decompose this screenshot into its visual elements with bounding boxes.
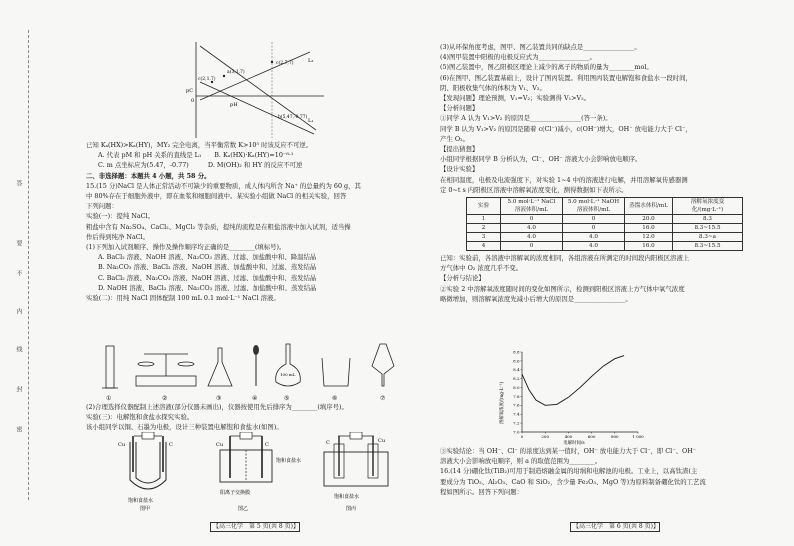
apparatus-label: ⑥ xyxy=(332,395,338,402)
table-cell: 16.0 xyxy=(625,242,673,251)
text-line: 【发现问题】理论预测，V₁=V₂；实验测得 V₁>V₂。 xyxy=(440,94,591,103)
chart-x-tick-label: 400 xyxy=(564,434,573,439)
gutter-label: 答 xyxy=(15,180,22,186)
page-footer-left: 【高三化学 第 5 页(共 8 页)】 xyxy=(210,522,300,532)
dissolved-oxygen-chart xyxy=(498,346,648,446)
table-cell: 4.0 xyxy=(501,224,563,233)
table-cell: 8.3 xyxy=(673,215,743,224)
text-line: 【分析问题】 xyxy=(440,104,479,113)
option-line: C. BaCl₂ 溶液、Na₂CO₃ 溶液、NaOH 溶液、过滤、加盐酸中和、蒸发结晶 xyxy=(98,273,317,282)
chart-series-line xyxy=(522,356,624,406)
table-cell: 4 xyxy=(467,242,501,251)
text-line: 实验(二)：用纯 NaCl 固体配制 100 mL 0.1 mol·L⁻¹ NaCl 溶液。 xyxy=(86,294,280,303)
chart-y-tick-label: 7.4 xyxy=(513,411,520,417)
text-line: 产生 O₂。 xyxy=(440,134,470,143)
text-line: 略微增加，则溶解氧浓度先减小后增大的原因是________________。 xyxy=(440,294,632,303)
option-line: A. 代表 pM 和 pH 关系的直线是 L₁ B. Kₐ(HX)·Kₐ(HY)=10⁻⁸·¹ xyxy=(98,151,294,160)
apparatus-label: ② xyxy=(162,395,168,402)
text-line: 已知：实验前，各溶液中溶解氧的浓度相同，各组溶液在所测定的时间段内阳极区溶液上 xyxy=(440,254,690,263)
table-cell: 20.0 xyxy=(625,215,673,224)
table-row xyxy=(467,224,743,233)
gutter-label: 线 xyxy=(15,346,22,352)
label-a: a(3,1.7) xyxy=(227,70,245,75)
table-cell: 0 xyxy=(563,215,625,224)
apparatus-row xyxy=(96,340,416,404)
cell-caption: 图丙 xyxy=(346,506,357,512)
text-line: 同学 B 认为 V₁>V₂ 的原因是随着 c(Cl⁻)减小，c(OH⁻)增大，OH⁻ 放电能力大于 Cl⁻， xyxy=(440,124,692,133)
table-header: 5.0 mol·L⁻¹ NaOH 溶液体积/mL xyxy=(563,198,625,215)
label-l1: L₁ xyxy=(308,118,314,124)
table-cell: 4.0 xyxy=(563,233,625,242)
text-line: 阴、阳极收集气体的体积为 V₁、V₂。 xyxy=(440,83,546,92)
option-line: C. m 点坐标应为(5.47，-0.77) D. M(OH)₂ 和 HY 的反应不可逆 xyxy=(98,161,303,170)
question-line: 16.(14 分)硼化钛(TiB₂)可用于制造熔融金属的坩埚和电解池的电极。工业上，以高钛渣(主 xyxy=(440,467,698,476)
chart-y-tick-label: 8.0 xyxy=(513,384,520,390)
text-line: 方气体中 O₂ 浓度几乎不变。 xyxy=(440,264,523,273)
section-heading: 二、非选择题：本题共 4 小题，共 58 分。 xyxy=(86,171,211,180)
text-line: 定 0~t s 内阳极区溶液中溶解氧浓度变化，测得数据如下表所示。 xyxy=(440,185,628,194)
axis-y-label: pC xyxy=(186,88,194,94)
table-cell: 8.3~a xyxy=(673,233,743,242)
text-line: 在相同温度，电极及电流强度下，对实验 1~4 中的溶液进行电解，并用溶解氧传感器测 xyxy=(440,175,688,184)
text-line: 【设计实验】 xyxy=(440,165,479,174)
conical-flask xyxy=(208,348,232,386)
table-cell: 8.3~15.5 xyxy=(673,242,743,251)
text-line: 【提出猜想】 xyxy=(440,145,479,154)
table-cell: 2 xyxy=(467,224,501,233)
text-line: 小组同学根据同学 B 分析认为，Cl⁻、OH⁻ 溶液大小会影响放电顺序。 xyxy=(440,155,642,164)
binding-gutter xyxy=(4,30,38,500)
table-cell: 8.3~15.5 xyxy=(673,224,743,233)
text-line: 溶液大小会影响放电顺序，则 a 的取值范围为________。 xyxy=(440,457,602,466)
cell-jia xyxy=(118,432,173,512)
chart-x-label: 电解时间/s xyxy=(563,441,585,446)
text-line: ②实验 2 中溶解氧浓度随时间的变化如图所示，检测到阳极区溶液上方气体中氧气浓度 xyxy=(440,284,685,293)
label-b: b(5,47,-0.77) xyxy=(278,115,308,120)
origin-label: 0 xyxy=(191,98,195,104)
flask-volume-label: 100 mL xyxy=(280,372,296,377)
line-l3 xyxy=(200,82,314,134)
cell-caption: 图乙 xyxy=(238,506,249,512)
chart-y-tick-label: 8.8 xyxy=(513,349,520,355)
table-row xyxy=(467,215,743,224)
apparatus-label: ① xyxy=(106,395,112,402)
table-row xyxy=(467,242,743,251)
table-cell: 1 xyxy=(467,215,501,224)
apparatus-label: ⑦ xyxy=(380,395,386,402)
question-line: (6)在图甲、图乙装置基础上，设计了图丙装置。利用图丙装置电解饱和食盐水一段时间， xyxy=(440,73,692,82)
electrode-label: C xyxy=(326,440,330,446)
text-line: 程如图所示。回答下列问题： xyxy=(440,487,524,496)
chart-x-tick-label: 0 xyxy=(520,434,524,439)
apparatus-label: ⑤ xyxy=(284,395,290,402)
volumetric-flask xyxy=(276,344,301,386)
option-line: D. NaOH 溶液、BaCl₂ 溶液、Na₂CO₃ 溶液、过滤、加盐酸中和、蒸发结晶 xyxy=(98,283,317,292)
electrode-label: Cu xyxy=(378,438,386,444)
cell-caption: 图甲 xyxy=(140,506,151,512)
point-c2 xyxy=(271,61,273,63)
cell-bing xyxy=(324,432,388,512)
chart-y-tick-label: 8.4 xyxy=(513,367,520,373)
balance xyxy=(136,376,196,386)
table-cell: 16.0 xyxy=(625,224,673,233)
gutter-label: 要 xyxy=(15,240,22,246)
text-line: 实验(三)：电解饱和食盐水探究实验。 xyxy=(86,413,194,422)
table-row xyxy=(467,233,743,242)
line-l2 xyxy=(200,52,310,100)
chart-x-tick-label: 200 xyxy=(541,434,550,439)
solution-label: 饱和食盐水 xyxy=(128,498,154,504)
text-line: ①同学 A 认为 V₁>V₂ 的原因是________________(答一条)。 xyxy=(440,114,612,123)
point-a xyxy=(223,75,225,77)
table-cell: 0 xyxy=(563,224,625,233)
text-line: 粗盐中含有 Na₂SO₄、CaCl₂、MgCl₂ 等杂质，提纯的流程是在粗盐溶液中加入试剂，适当操 xyxy=(86,222,351,231)
chart-y-tick-label: 7.0 xyxy=(513,429,520,435)
gutter-label: 不 xyxy=(15,270,22,276)
chart-x-tick-label: 600 xyxy=(587,434,596,439)
left-page-text xyxy=(86,140,416,303)
page-footer-right: 【高三化学 第 6 页(共 8 页)】 xyxy=(570,522,660,532)
text-line: 下列问题： xyxy=(86,202,118,211)
gutter-label: 内 xyxy=(15,308,22,314)
chart-y-tick-label: 7.8 xyxy=(513,393,520,399)
option-line: A. BaCl₂ 溶液、NaOH 溶液、Na₂CO₃ 溶液、过滤、加盐酸中和、降温结晶 xyxy=(98,253,317,262)
question-line: (3)从环保角度考虑，图甲、图乙装置共同的缺点是________________。 xyxy=(440,43,641,51)
option-line: B. Na₂CO₃ 溶液、BaCl₂ 溶液、NaOH 溶液、加盐酸中和、过滤、蒸发结晶 xyxy=(98,263,317,272)
table-cell: 4.0 xyxy=(563,242,625,251)
text-line: ③实验结论：当 OH⁻、Cl⁻ 的浓度达到某一值时，OH⁻ 放电能力大于 Cl⁻，即 Cl⁻、OH⁻ xyxy=(440,447,697,455)
question-line: (2)合理选择仪器配制上述溶液(部分仪器未画出)，仪器按使用先后排序为________(填序号)。 xyxy=(86,403,348,411)
question-line: 15.(15 分)NaCl 是人体正常活动不可缺少的重要物质，成人体内所含 Na⁺ 的总量约为 60 g，其 xyxy=(86,181,361,190)
text-line: 要成分为 TiO₂、Al₂O₃、CaO 和 SiO₂，含少量 Fe₂O₃、MgO 等)为原料制备硼化钛的工艺流 xyxy=(440,477,706,486)
chart-y-tick-label: 7.2 xyxy=(513,420,520,426)
beaker xyxy=(322,358,350,386)
table-header: 实验 xyxy=(467,198,501,215)
label-c1: c(2,1.7) xyxy=(198,77,216,82)
text-line: 【分析与结论】 xyxy=(440,274,485,283)
seal-line xyxy=(28,30,29,500)
solution-label: 饱和食盐水 xyxy=(334,494,360,500)
chart-y-tick-label: 7.6 xyxy=(513,402,520,408)
table-header: 5.0 mol·L⁻¹ NaCl 溶液体积/mL xyxy=(501,198,563,215)
right-page-text xyxy=(440,42,772,304)
label-c2: c(2.7,7) xyxy=(276,61,294,66)
text-line: (1)下列加入试剂顺序、操作及操作顺序均正确的是________(填标号)。 xyxy=(86,243,286,252)
chart-x-tick-label: 1 000 xyxy=(632,434,644,439)
left-page-text-2 xyxy=(86,402,416,433)
label-l2: L₂ xyxy=(308,58,314,64)
question-line: (5)图乙装置中，图乙阳极区理论上减少的离子的物质的量为________mol。 xyxy=(440,63,653,72)
chart-x-tick-label: 800 xyxy=(610,434,619,439)
separatory-funnel xyxy=(372,344,394,386)
text-line: 该小组同学以铜、石墨为电极，设计三种装置电解饱和食盐水(如图)。 xyxy=(86,423,283,432)
gutter-label: 封 xyxy=(15,386,22,392)
electrode-label: Cu xyxy=(216,442,224,448)
cell-yi xyxy=(216,432,301,512)
table-cell: 12.0 xyxy=(625,233,673,242)
chart-y-tick-label: 8.6 xyxy=(513,358,520,364)
measuring-cylinder xyxy=(106,346,114,388)
text-line: 已知 Kₐ(HX)>Kₐ(HY)，MY₂ 完全电离，当平衡常数 K>10⁵ 时该反应不可逆。 xyxy=(86,141,313,149)
right-page-text-3 xyxy=(440,446,772,497)
text-line: 中 80%存在于细胞外液中，即在血浆和细胞间液中。某实验小组做 NaCl 的相关实验，回答 xyxy=(86,192,347,201)
chart-y-label: 溶解氧浓度/(mg·L⁻¹) xyxy=(500,381,505,424)
table-header: 溶解氧浓度变化/(mg·L⁻¹) xyxy=(673,198,743,215)
question-line: (4)图甲装置中阳极的电极反应式为________________。 xyxy=(440,53,597,62)
pc-ph-graph xyxy=(184,40,334,140)
table-cell: 4.0 xyxy=(501,233,563,242)
electrode-label: C xyxy=(169,442,173,448)
chart-y-tick-label: 8.2 xyxy=(513,376,520,382)
apparatus-label: ④ xyxy=(252,395,258,402)
membrane-label: 阳离子交换膜 xyxy=(220,490,251,496)
table-header: 蒸馏水体积/mL xyxy=(625,198,673,215)
table-header-row xyxy=(467,198,743,215)
experiment-table xyxy=(466,197,743,251)
electrolysis-cells xyxy=(112,432,402,514)
solution-label: 饱和食盐水 xyxy=(276,458,302,464)
text-line: 实验(一)：提纯 NaCl。 xyxy=(86,212,155,221)
electrode-label: C xyxy=(265,442,269,448)
table-cell: 0 xyxy=(501,215,563,224)
table-cell: 0 xyxy=(501,242,563,251)
gutter-label: 密 xyxy=(15,426,22,432)
apparatus-label: ③ xyxy=(216,395,222,402)
axis-x-label: pH xyxy=(230,102,238,108)
electrode-label: Cu xyxy=(118,442,126,448)
text-line: 作后得到纯净 NaCl。 xyxy=(86,232,150,241)
table-cell: 3 xyxy=(467,233,501,242)
